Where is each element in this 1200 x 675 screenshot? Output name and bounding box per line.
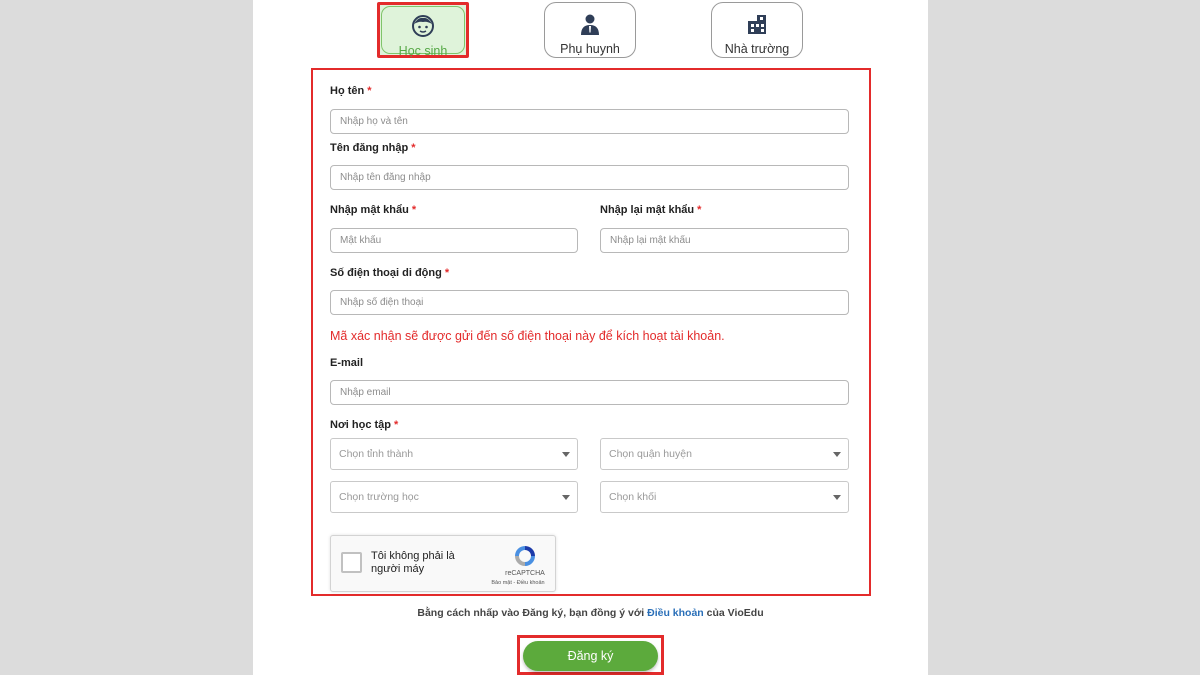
recaptcha-links[interactable]: Bảo mật - Điều khoản: [491, 580, 545, 586]
password-input[interactable]: [330, 228, 578, 253]
registration-page: [253, 0, 928, 675]
role-tab-label: Nhà trường: [724, 42, 790, 56]
terms-link[interactable]: Điều khoản: [647, 607, 704, 619]
chevron-down-icon: [562, 452, 570, 457]
role-tab-label: Học sinh: [398, 44, 448, 58]
grade-select-value: Chọn khối: [609, 491, 657, 503]
district-select[interactable]: [600, 438, 849, 470]
role-tab-school[interactable]: [711, 2, 803, 58]
username-input[interactable]: [330, 165, 849, 190]
phone-input[interactable]: [330, 290, 849, 315]
recaptcha-widget: [330, 535, 556, 592]
phone-label: Số điện thoại di động *: [330, 267, 450, 279]
role-tab-student[interactable]: [377, 2, 469, 58]
terms-suffix: của VioEdu: [703, 607, 764, 619]
registration-form: [311, 68, 871, 596]
chevron-down-icon: [562, 495, 570, 500]
school-select-value: Chọn trường học: [339, 491, 419, 503]
district-select-value: Chọn quận huyện: [609, 448, 692, 460]
terms-prefix: Bằng cách nhấp vào Đăng ký, bạn đồng ý với: [417, 607, 648, 619]
recaptcha-brand: reCAPTCHA: [505, 570, 545, 577]
email-label: E-mail: [330, 357, 364, 369]
full-name-label: Họ tên *: [330, 85, 372, 97]
grade-select[interactable]: [600, 481, 849, 513]
full-name-input[interactable]: [330, 109, 849, 134]
email-input[interactable]: [330, 380, 849, 405]
confirm-password-label: Nhập lại mật khẩu *: [600, 204, 702, 216]
phone-verification-note: Mã xác nhận sẽ được gửi đến số điện thoại này để kích hoạt tài khoản.: [330, 329, 725, 343]
chevron-down-icon: [833, 452, 841, 457]
province-select-value: Chọn tỉnh thành: [339, 448, 414, 460]
role-tab-label: Phụ huynh: [560, 42, 620, 56]
register-button[interactable]: Đăng ký: [523, 641, 658, 671]
recaptcha-checkbox[interactable]: [341, 552, 362, 573]
student-face-icon: [380, 14, 466, 38]
role-tab-parent[interactable]: [544, 2, 636, 58]
password-label: Nhập mật khẩu *: [330, 204, 417, 216]
chevron-down-icon: [833, 495, 841, 500]
province-select[interactable]: [330, 438, 578, 470]
terms-notice: [253, 607, 928, 619]
parent-person-icon: [545, 12, 635, 36]
school-select[interactable]: [330, 481, 578, 513]
school-building-icon: [712, 12, 802, 36]
study-place-label: Nơi học tập *: [330, 419, 399, 431]
recaptcha-text: Tôi không phải là người máy: [371, 550, 455, 575]
submit-highlight: [517, 635, 664, 675]
confirm-password-input[interactable]: [600, 228, 849, 253]
username-label: Tên đăng nhập *: [330, 142, 416, 154]
